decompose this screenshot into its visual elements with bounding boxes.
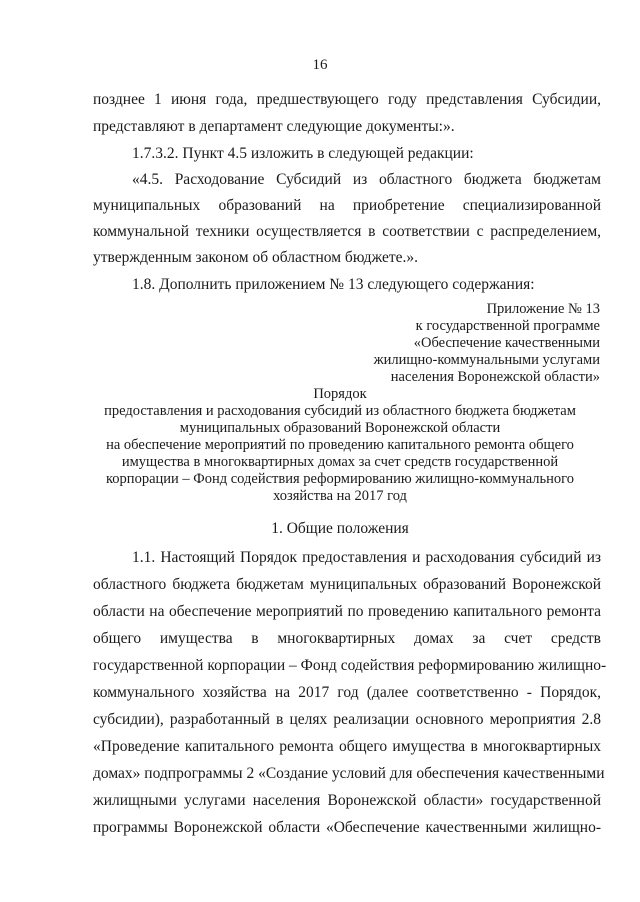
text-line: 1.8. Дополнить приложением № 13 следующего содержания:	[132, 276, 535, 293]
order-title-line: муниципальных образований Воронежской области	[179, 420, 501, 436]
appendix-line: населения Воронежской области»	[390, 369, 600, 385]
order-title-line: хозяйства на 2017 год	[273, 488, 407, 504]
text-line: субсидии), разработанный в целях реализации основного мероприятия 2.8	[93, 711, 601, 728]
text-line: коммунальной техники осуществляется в соответствии с распределением,	[93, 223, 601, 240]
order-title-line: корпорации – Фонд содействия реформированию жилищно-коммунального	[106, 471, 574, 487]
appendix-line: жилищно-коммунальными услугами	[373, 352, 600, 368]
section-heading: 1. Общие положения	[271, 520, 409, 537]
order-title-line: имущества в многоквартирных домах за счет средств государственной	[121, 454, 559, 470]
order-title-line: на обеспечение мероприятий по проведению капитального ремонта общего	[106, 437, 574, 453]
text-line: муниципальных образований на приобретение специализированной	[93, 197, 601, 214]
text-line: жилищными услугами населения Воронежской области» государственной	[93, 792, 601, 809]
text-line: области на обеспечение мероприятий по проведению капитального ремонта	[93, 603, 601, 620]
text-line: коммунального хозяйства на 2017 год (далее соответственно - Порядок,	[93, 684, 601, 701]
order-title-line: предоставления и расходования субсидий из областного бюджета бюджетам	[104, 403, 576, 419]
text-line: представляют в департамент следующие документы:».	[93, 118, 455, 135]
text-line: домах» подпрограммы 2 «Создание условий для обеспечения качественными	[93, 765, 605, 782]
page-number: 16	[312, 57, 328, 73]
text-line: общего имущества в многоквартирных домах за счет средств	[93, 630, 601, 647]
text-line: программы Воронежской области «Обеспечение качественными жилищно-	[93, 819, 601, 836]
text-line: 1.1. Настоящий Порядок предоставления и расходования субсидий из	[132, 549, 601, 566]
appendix-line: к государственной программе	[415, 318, 600, 334]
text-line: областного бюджета бюджетам муниципальных образований Воронежской	[93, 576, 601, 593]
order-title-line: Порядок	[313, 386, 367, 402]
text-line: утвержденным законом об областном бюджете.».	[93, 249, 419, 266]
appendix-line: «Обеспечение качественными	[413, 335, 600, 351]
appendix-line: Приложение № 13	[486, 301, 600, 317]
text-line: «Проведение капитального ремонта общего имущества в многоквартирных	[93, 738, 601, 755]
text-line: позднее 1 июня года, предшествующего году представления Субсидии,	[93, 91, 601, 108]
text-line: 1.7.3.2. Пункт 4.5 изложить в следующей редакции:	[132, 145, 474, 162]
text-line: «4.5. Расходование Субсидий из областного бюджета бюджетам	[132, 171, 601, 188]
text-line: государственной корпорации – Фонд содействия реформированию жилищно-	[93, 657, 607, 674]
